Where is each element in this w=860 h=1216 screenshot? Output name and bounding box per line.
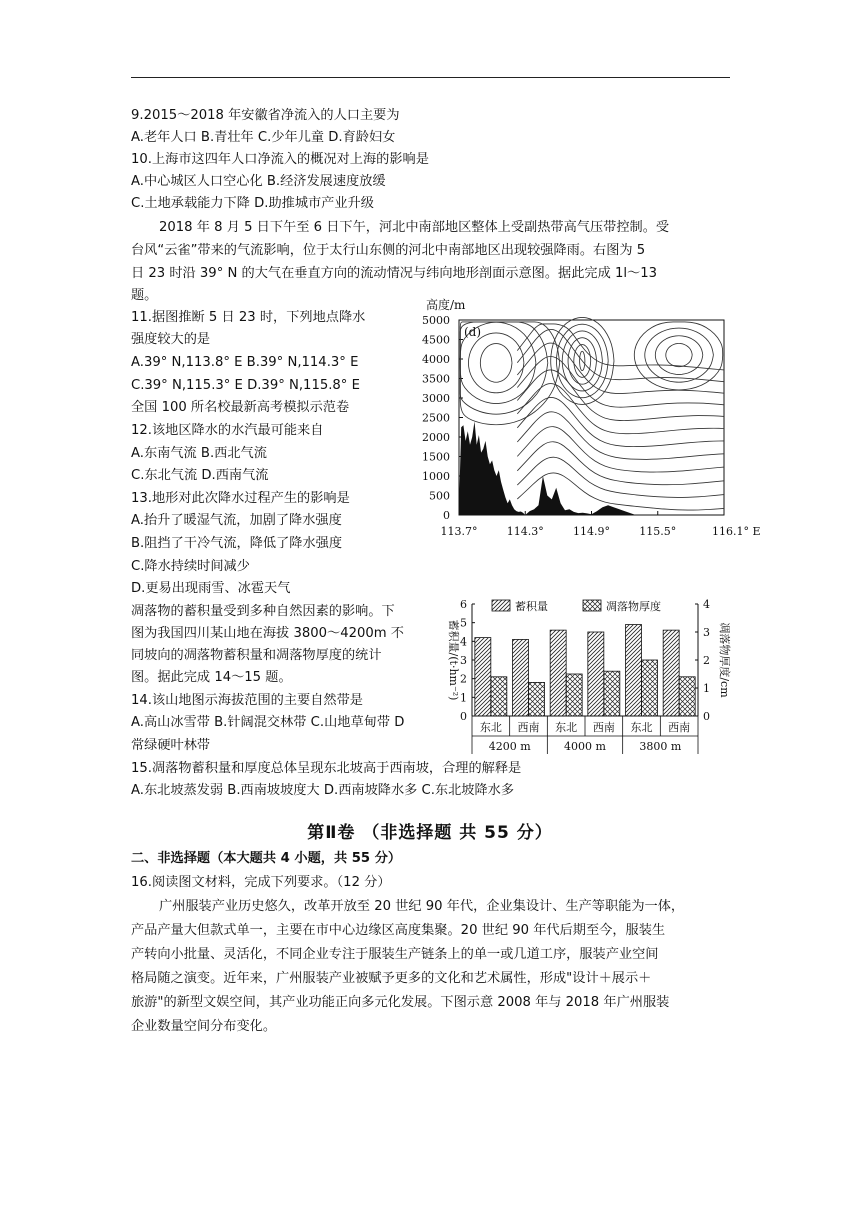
fig2-bar-thickness: [566, 674, 582, 716]
fig1-streamline: [517, 357, 724, 408]
fig1-xtick-label: 114.9°: [573, 525, 610, 538]
fig2-legend-label: 凋落物厚度: [606, 600, 661, 613]
fig2-bar-stock: [550, 630, 566, 716]
fig2-legend-swatch: [492, 600, 510, 611]
fig1-ylabel: 高度/m: [426, 298, 466, 312]
fig1-ytick-label: 3500: [422, 372, 450, 386]
fig2-ytick-right: 1: [703, 682, 710, 695]
fig1-streamline: [666, 344, 692, 367]
fig1-ytick-label: 2500: [422, 411, 450, 425]
q13-option-c: C.降水持续时间减少: [131, 559, 250, 574]
fig1-ytick-label: 1500: [422, 450, 450, 464]
fig1-panel-label: (d): [464, 325, 482, 339]
q11-stem-cont: 强度较大的是: [131, 332, 211, 347]
q13-stem: 13.地形对此次降水过程产生的影响是: [131, 491, 350, 506]
q13-option-d: D.更易出现雨雪、冰雹天气: [131, 581, 291, 596]
fig2-ytick-right: 3: [703, 626, 710, 639]
fig2-category-label: 东北: [630, 721, 653, 734]
fig1-ytick-label: 2000: [422, 431, 450, 444]
passage1-line-2: 台风“云雀”带来的气流影响，位于太行山东侧的河北中南部地区出现较强降雨。右图为 5: [131, 243, 646, 258]
passage3-line-2: 产品产量大但款式单一，主要在市中心边缘区高度集聚。20 世纪 90 年代后期至今，服装生: [131, 923, 666, 938]
fig1-ytick-label: 5000: [422, 314, 450, 327]
header-rule: [131, 77, 730, 78]
fig1-streamline: [517, 329, 724, 381]
q14-options: A.高山冰雪带 B.针阔混交林带 C.山地草甸带 D: [131, 715, 405, 730]
fig2-category-label: 西南: [592, 721, 615, 734]
fig2-ytick-left: 0: [460, 710, 467, 723]
q10-stem: 10.上海市这四年人口净流入的概况对上海的影响是: [131, 152, 429, 167]
passage3-line-3: 产转向小批量、灵活化，不同企业专注于服装生产链条上的单一或几道工序，服装产业空间: [131, 947, 659, 962]
q9-options: A.老年人口 B.青壮年 C.少年儿童 D.育龄妇女: [131, 130, 396, 145]
fig2-legend-label: 蓄积量: [515, 600, 548, 613]
fig2-ylabel-left-text: 蓄积量/(t·hm⁻²): [447, 619, 460, 701]
fig1-streamline: [469, 333, 524, 393]
fig1-xtick-label: 116.1° E: [712, 525, 761, 538]
fig1-streamline: [517, 457, 724, 497]
passage3-line-1: 广州服装产业历史悠久，改革开放至 20 世纪 90 年代，企业集设计、生产等职能为一体，: [159, 899, 685, 914]
q10-options-ab: A.中心城区人口空心化 B.经济发展速度放缓: [131, 174, 386, 189]
fig2-category-label: 西南: [517, 721, 540, 734]
q14-stem: 14.该山地图示海拔范围的主要自然带是: [131, 693, 363, 708]
fig1-streamline: [517, 370, 724, 421]
passage2-line-1: 凋落物的蓄积量受到多种自然因素的影响。下: [131, 604, 395, 619]
passage2-line-4: 图。据此完成 14～15 题。: [131, 670, 292, 685]
q16-intro: 16.阅读图文材料，完成下列要求。（12 分）: [131, 875, 391, 890]
fig1-ytick-label: 0: [443, 509, 450, 522]
fig2-bar-thickness: [642, 660, 658, 716]
fig2-bar-stock: [626, 625, 642, 716]
fig2-bar-stock: [475, 638, 491, 716]
q12-options-cd: C.东北气流 D.西南气流: [131, 468, 269, 483]
q12-options-ab: A.东南气流 B.西北气流: [131, 446, 267, 461]
fig1-streamline: [517, 412, 724, 460]
q15-options: A.东北坡蒸发弱 B.西南坡坡度大 D.西南坡降水多 C.东北坡降水多: [131, 783, 515, 798]
fig1-xtick-label: 113.7°: [440, 525, 478, 538]
q11-stem: 11.据图推断 5 日 23 时，下列地点降水: [131, 310, 366, 325]
q9-stem: 9.2015～2018 年安徽省净流入的人口主要为: [131, 108, 400, 123]
q14-options-cont: 常绿硬叶林带: [131, 738, 211, 753]
fig2-bar-thickness: [679, 677, 695, 716]
fig1-ytick-label: 1000: [422, 470, 450, 483]
q13-option-b: B.阻挡了干冷气流，降低了降水强度: [131, 536, 343, 551]
fig2-bar-stock: [663, 630, 679, 716]
fig2-bar-thickness: [529, 682, 545, 716]
fig2-group-label: 4200 m: [488, 740, 531, 753]
passage3-line-6: 企业数量空间分布变化。: [131, 1019, 277, 1034]
q11-options-ab: A.39° N,113.8° E B.39° N,114.3° E: [131, 355, 359, 370]
fig2-ytick-left: 4: [460, 635, 467, 649]
fig2-ytick-left: 3: [460, 654, 467, 667]
q12-stem: 12.该地区降水的水汽最可能来自: [131, 423, 324, 438]
fig2-ylabel-right: [718, 622, 732, 698]
airflow-profile-chart: [414, 292, 761, 548]
part2-heading: 二、非选择题（本大题共 4 小题，共 55 分）: [131, 851, 402, 866]
fig2-ylabel-right-text: 凋落物厚度/cm: [718, 622, 731, 698]
fig1-ytick-label: 500: [429, 489, 450, 503]
fig1-streamline: [634, 322, 722, 390]
fig2-category-label: 东北: [479, 721, 502, 734]
fig1-streamline: [517, 397, 724, 446]
fig2-ytick-left: 5: [460, 616, 467, 630]
q11-options-cd: C.39° N,115.3° E D.39° N,115.8° E: [131, 378, 360, 393]
fig1-streamline: [655, 336, 703, 375]
fig2-ylabel-left: [447, 620, 461, 701]
passage1-line-1: 2018 年 8 月 5 日下午至 6 日下午，河北中南部地区整体上受副热带高气压带控制。受: [159, 220, 670, 235]
fig2-group-label: 3800 m: [639, 740, 682, 753]
fig2-bar-stock: [513, 639, 529, 716]
terrain-profile: [459, 421, 724, 515]
fig2-ytick-left: 6: [460, 598, 467, 611]
passage3-line-5: 旅游"的新型文娱空间，其产业功能正向多元化发展。下图示意 2008 年与 2018 年广州服装: [131, 995, 670, 1010]
fig1-ytick-label: 3000: [422, 392, 450, 405]
q15-stem: 15.凋落物蓄积量和厚度总体呈现东北坡高于西南坡，合理的解释是: [131, 761, 522, 776]
fig2-bar-stock: [588, 632, 604, 716]
passage1-line-4: 题。: [131, 288, 158, 303]
fig1-xtick-label: 115.5°: [639, 525, 677, 538]
fig1-streamline: [517, 343, 724, 393]
fig2-category-label: 西南: [668, 721, 691, 734]
fig2-legend: [492, 599, 661, 613]
passage1-line-3: 日 23 时沿 39° N 的大气在垂直方向的流动情况与纬向地形剖面示意图。据此完成 1l～13: [131, 266, 658, 281]
fig2-ytick-left: 1: [460, 691, 467, 705]
fig1-streamline: [480, 344, 512, 383]
watermark-line: 全国 100 所名校最新高考模拟示范卷: [131, 400, 350, 415]
fig2-ytick-right: 2: [703, 654, 710, 667]
q13-option-a: A.抬升了暖湿气流，加剧了降水强度: [131, 513, 342, 528]
passage2-line-2: 图为我国四川某山地在海拔 3800～4200m 不: [131, 626, 404, 641]
litter-bar-chart: [440, 594, 730, 760]
passage2-line-3: 同坡向的凋落物蓄积量和凋落物厚度的统计: [131, 648, 382, 663]
fig2-ytick-left: 2: [460, 672, 467, 686]
fig1-xtick-label: 114.3°: [506, 525, 544, 538]
passage3-line-4: 格局随之演变。近年来，广州服装产业被赋予更多的文化和艺术属性，形成"设计＋展示＋: [131, 971, 652, 986]
fig2-bar-thickness: [604, 671, 620, 716]
fig1-streamline: [517, 442, 724, 485]
fig2-category-label: 东北: [555, 721, 578, 734]
q10-options-cd: C.土地承载能力下降 D.助推城市产业升级: [131, 196, 374, 211]
fig2-group-label: 4000 m: [564, 740, 606, 753]
section-title: 第Ⅱ卷 （非选择题 共 55 分）: [307, 823, 553, 843]
fig1-streamline: [517, 384, 724, 434]
fig1-ytick-label: 4000: [422, 353, 450, 366]
fig2-bar-thickness: [491, 677, 507, 716]
fig1-ytick-label: 4500: [422, 333, 450, 347]
fig2-ytick-right: 0: [703, 710, 710, 723]
fig2-legend-swatch: [583, 600, 601, 611]
fig2-ytick-right: 4: [703, 598, 710, 611]
